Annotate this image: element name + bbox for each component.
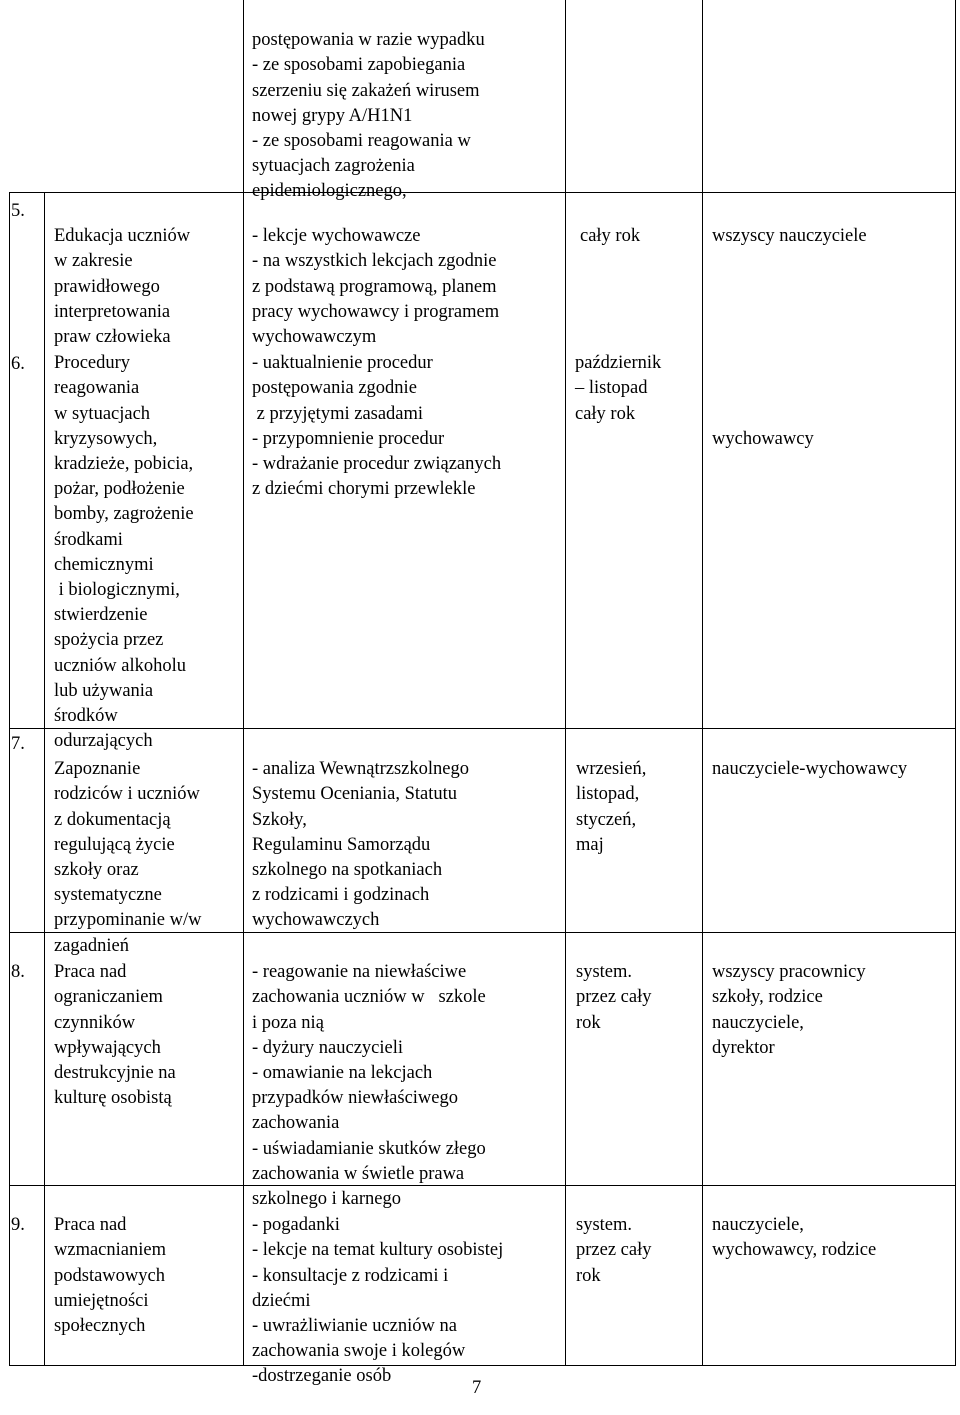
text-line: rok [576, 1012, 601, 1033]
term-text [575, 326, 661, 452]
row-number: 9. [11, 1215, 25, 1235]
column-divider-3 [565, 0, 566, 1366]
text-line: wychowawcy [712, 429, 814, 450]
responsible-text [712, 1188, 876, 1289]
column-divider-1 [44, 192, 45, 1366]
text-line: z podstawą programową, planem [252, 276, 497, 297]
text-line: - lekcje wychowawcze [252, 226, 421, 247]
text-line: wychowawczym [252, 327, 377, 348]
text-line: postępowania w razie wypadku [252, 30, 485, 51]
text-line: system. [576, 1215, 633, 1236]
text-line: środkami [54, 529, 123, 550]
text-line: wszyscy pracownicy [712, 962, 866, 983]
text-line: kulturę osobistą [54, 1088, 172, 1109]
term-text [576, 1188, 651, 1314]
text-line: postępowania zgodnie [252, 378, 417, 399]
column-divider-2 [243, 0, 244, 1366]
text-line: zachowania uczniów w szkole [252, 987, 486, 1008]
text-line: z rodzicami i godzinach [252, 885, 430, 906]
responsible-text [712, 402, 814, 478]
text-line: w zakresie [54, 251, 133, 272]
text-line: system. [576, 962, 633, 983]
text-line: - reagowanie na niewłaściwe [252, 962, 467, 983]
text-line: destrukcyjnie na [54, 1063, 176, 1084]
text-line: podstawowych [54, 1265, 165, 1286]
text-line: wzmacnianiem [54, 1240, 166, 1261]
column-divider-4 [702, 0, 703, 1366]
text-line: wszyscy nauczyciele [712, 226, 867, 247]
term-text [580, 199, 640, 275]
carryover-action-text [252, 3, 485, 230]
text-line: nauczyciele, [712, 1012, 804, 1033]
text-line: Systemu Oceniania, Statutu [252, 784, 458, 805]
action-text [252, 732, 469, 959]
text-line: Procedury [54, 353, 131, 374]
text-line: - ze sposobami reagowania w [252, 131, 471, 152]
text-line: umiejętności [54, 1290, 149, 1311]
text-line: - ze sposobami zapobiegania [252, 55, 466, 76]
row-number: 8. [11, 962, 25, 982]
text-line: pożar, podłożenie [54, 479, 185, 500]
text-line: - uaktualnienie procedur [252, 353, 433, 374]
text-line: listopad, [576, 784, 640, 805]
text-line: chemicznymi [54, 554, 154, 575]
text-line: z dziećmi chorymi przewlekle [252, 479, 476, 500]
text-line: szkoły, rodzice [712, 987, 823, 1008]
text-line: wychowawczych [252, 910, 380, 931]
text-line: cały rok [580, 226, 641, 247]
text-line: - na wszystkich lekcjach zgodnie [252, 251, 497, 272]
table-border-left [9, 192, 10, 1366]
text-line: - omawianie na lekcjach [252, 1063, 433, 1084]
text-line: maj [576, 834, 604, 855]
text-line: rok [576, 1265, 601, 1286]
text-line: stwierdzenie [54, 605, 148, 626]
text-line: - uwrażliwianie uczniów na [252, 1316, 457, 1337]
term-text [576, 732, 646, 883]
text-line: - przypomnienie procedur [252, 428, 445, 449]
text-line: – listopad [575, 378, 648, 399]
text-line: i biologicznymi, [54, 580, 180, 601]
text-line: uczniów alkoholu [54, 655, 187, 676]
text-line: październik [575, 353, 662, 374]
text-line: zachowania [252, 1113, 340, 1134]
text-line: wrzesień, [576, 759, 647, 780]
text-line: regulującą życie [54, 834, 175, 855]
text-line: szerzeniu się zakażeń wirusem [252, 80, 480, 101]
text-line: lub używania [54, 680, 154, 701]
text-line: dziećmi [252, 1290, 311, 1311]
text-line: - dyżury nauczycieli [252, 1037, 404, 1058]
text-line: styczeń, [576, 809, 637, 830]
text-line: reagowania [54, 378, 140, 399]
text-line: czynników [54, 1012, 136, 1033]
text-line: sytuacjach zagrożenia [252, 156, 415, 177]
text-line: nauczyciele, [712, 1215, 804, 1236]
text-line: kradzieże, pobicia, [54, 454, 194, 475]
text-line: nowej grypy A/H1N1 [252, 105, 413, 126]
text-line: cały rok [575, 403, 636, 424]
responsible-text [712, 199, 867, 275]
text-line: pracy wychowawcy i programem [252, 301, 500, 322]
text-line: interpretowania [54, 301, 171, 322]
text-line: przez cały [576, 1240, 652, 1261]
row-number: 6. [11, 354, 25, 374]
table-border-right [955, 0, 956, 1366]
text-line: ograniczaniem [54, 987, 163, 1008]
text-line: przypominanie w/w [54, 910, 202, 931]
text-line: - wdrażanie procedur związanych [252, 454, 502, 475]
responsible-text [712, 732, 907, 808]
text-line: społecznych [54, 1316, 146, 1337]
text-line: i poza nią [252, 1012, 324, 1033]
page-number: 7 [472, 1378, 482, 1398]
text-line: - konsultacje z rodzicami i [252, 1265, 449, 1286]
text-line: spożycia przez [54, 630, 164, 651]
row-number: 5. [11, 201, 25, 221]
row-number: 7. [11, 734, 25, 754]
text-line: epidemiologicznego, [252, 181, 407, 202]
text-line: środków [54, 706, 118, 727]
task-text [54, 935, 176, 1137]
text-line: Szkoły, [252, 809, 307, 830]
text-line: Praca nad [54, 1215, 127, 1236]
text-line: kryzysowych, [54, 428, 158, 449]
text-line: wychowawcy, rodzice [712, 1240, 877, 1261]
text-line: z dokumentacją [54, 809, 171, 830]
text-line: Praca nad [54, 962, 127, 983]
text-line: nauczyciele-wychowawcy [712, 759, 908, 780]
text-line: przez cały [576, 987, 652, 1008]
text-line: - lekcje na temat kultury osobistej [252, 1240, 504, 1261]
text-line: dyrektor [712, 1037, 775, 1058]
action-text [252, 1188, 503, 1415]
text-line: zagadnień [54, 935, 129, 956]
text-line: -dostrzeganie osób [252, 1366, 392, 1387]
text-line: bomby, zagrożenie [54, 504, 194, 525]
text-line: systematyczne [54, 885, 162, 906]
task-text [54, 326, 194, 780]
text-line: Edukacja uczniów [54, 226, 191, 247]
text-line: odurzających [54, 731, 153, 752]
text-line: - analiza Wewnątrzszkolnego [252, 759, 469, 780]
text-line: szkoły oraz [54, 860, 139, 881]
text-line: Zapoznanie [54, 759, 141, 780]
text-line: - pogadanki [252, 1215, 340, 1236]
text-line: szkolnego i karnego [252, 1189, 401, 1210]
text-line: zachowania swoje i kolegów [252, 1341, 466, 1362]
text-line: w sytuacjach [54, 403, 151, 424]
text-line: rodziców i uczniów [54, 784, 200, 805]
text-line: praw człowieka [54, 327, 171, 348]
text-line: prawidłowego [54, 276, 160, 297]
text-line: Regulaminu Samorządu [252, 834, 431, 855]
text-line: wpływających [54, 1037, 161, 1058]
task-text [54, 1188, 166, 1364]
text-line: z przyjętymi zasadami [252, 403, 424, 424]
text-line: przypadków niewłaściwego [252, 1088, 459, 1109]
responsible-text [712, 935, 866, 1086]
text-line: zachowania w świetle prawa [252, 1163, 465, 1184]
action-text [252, 326, 501, 528]
text-line: - uświadamianie skutków złego [252, 1138, 486, 1159]
term-text [576, 935, 651, 1061]
text-line: szkolnego na spotkaniach [252, 860, 443, 881]
